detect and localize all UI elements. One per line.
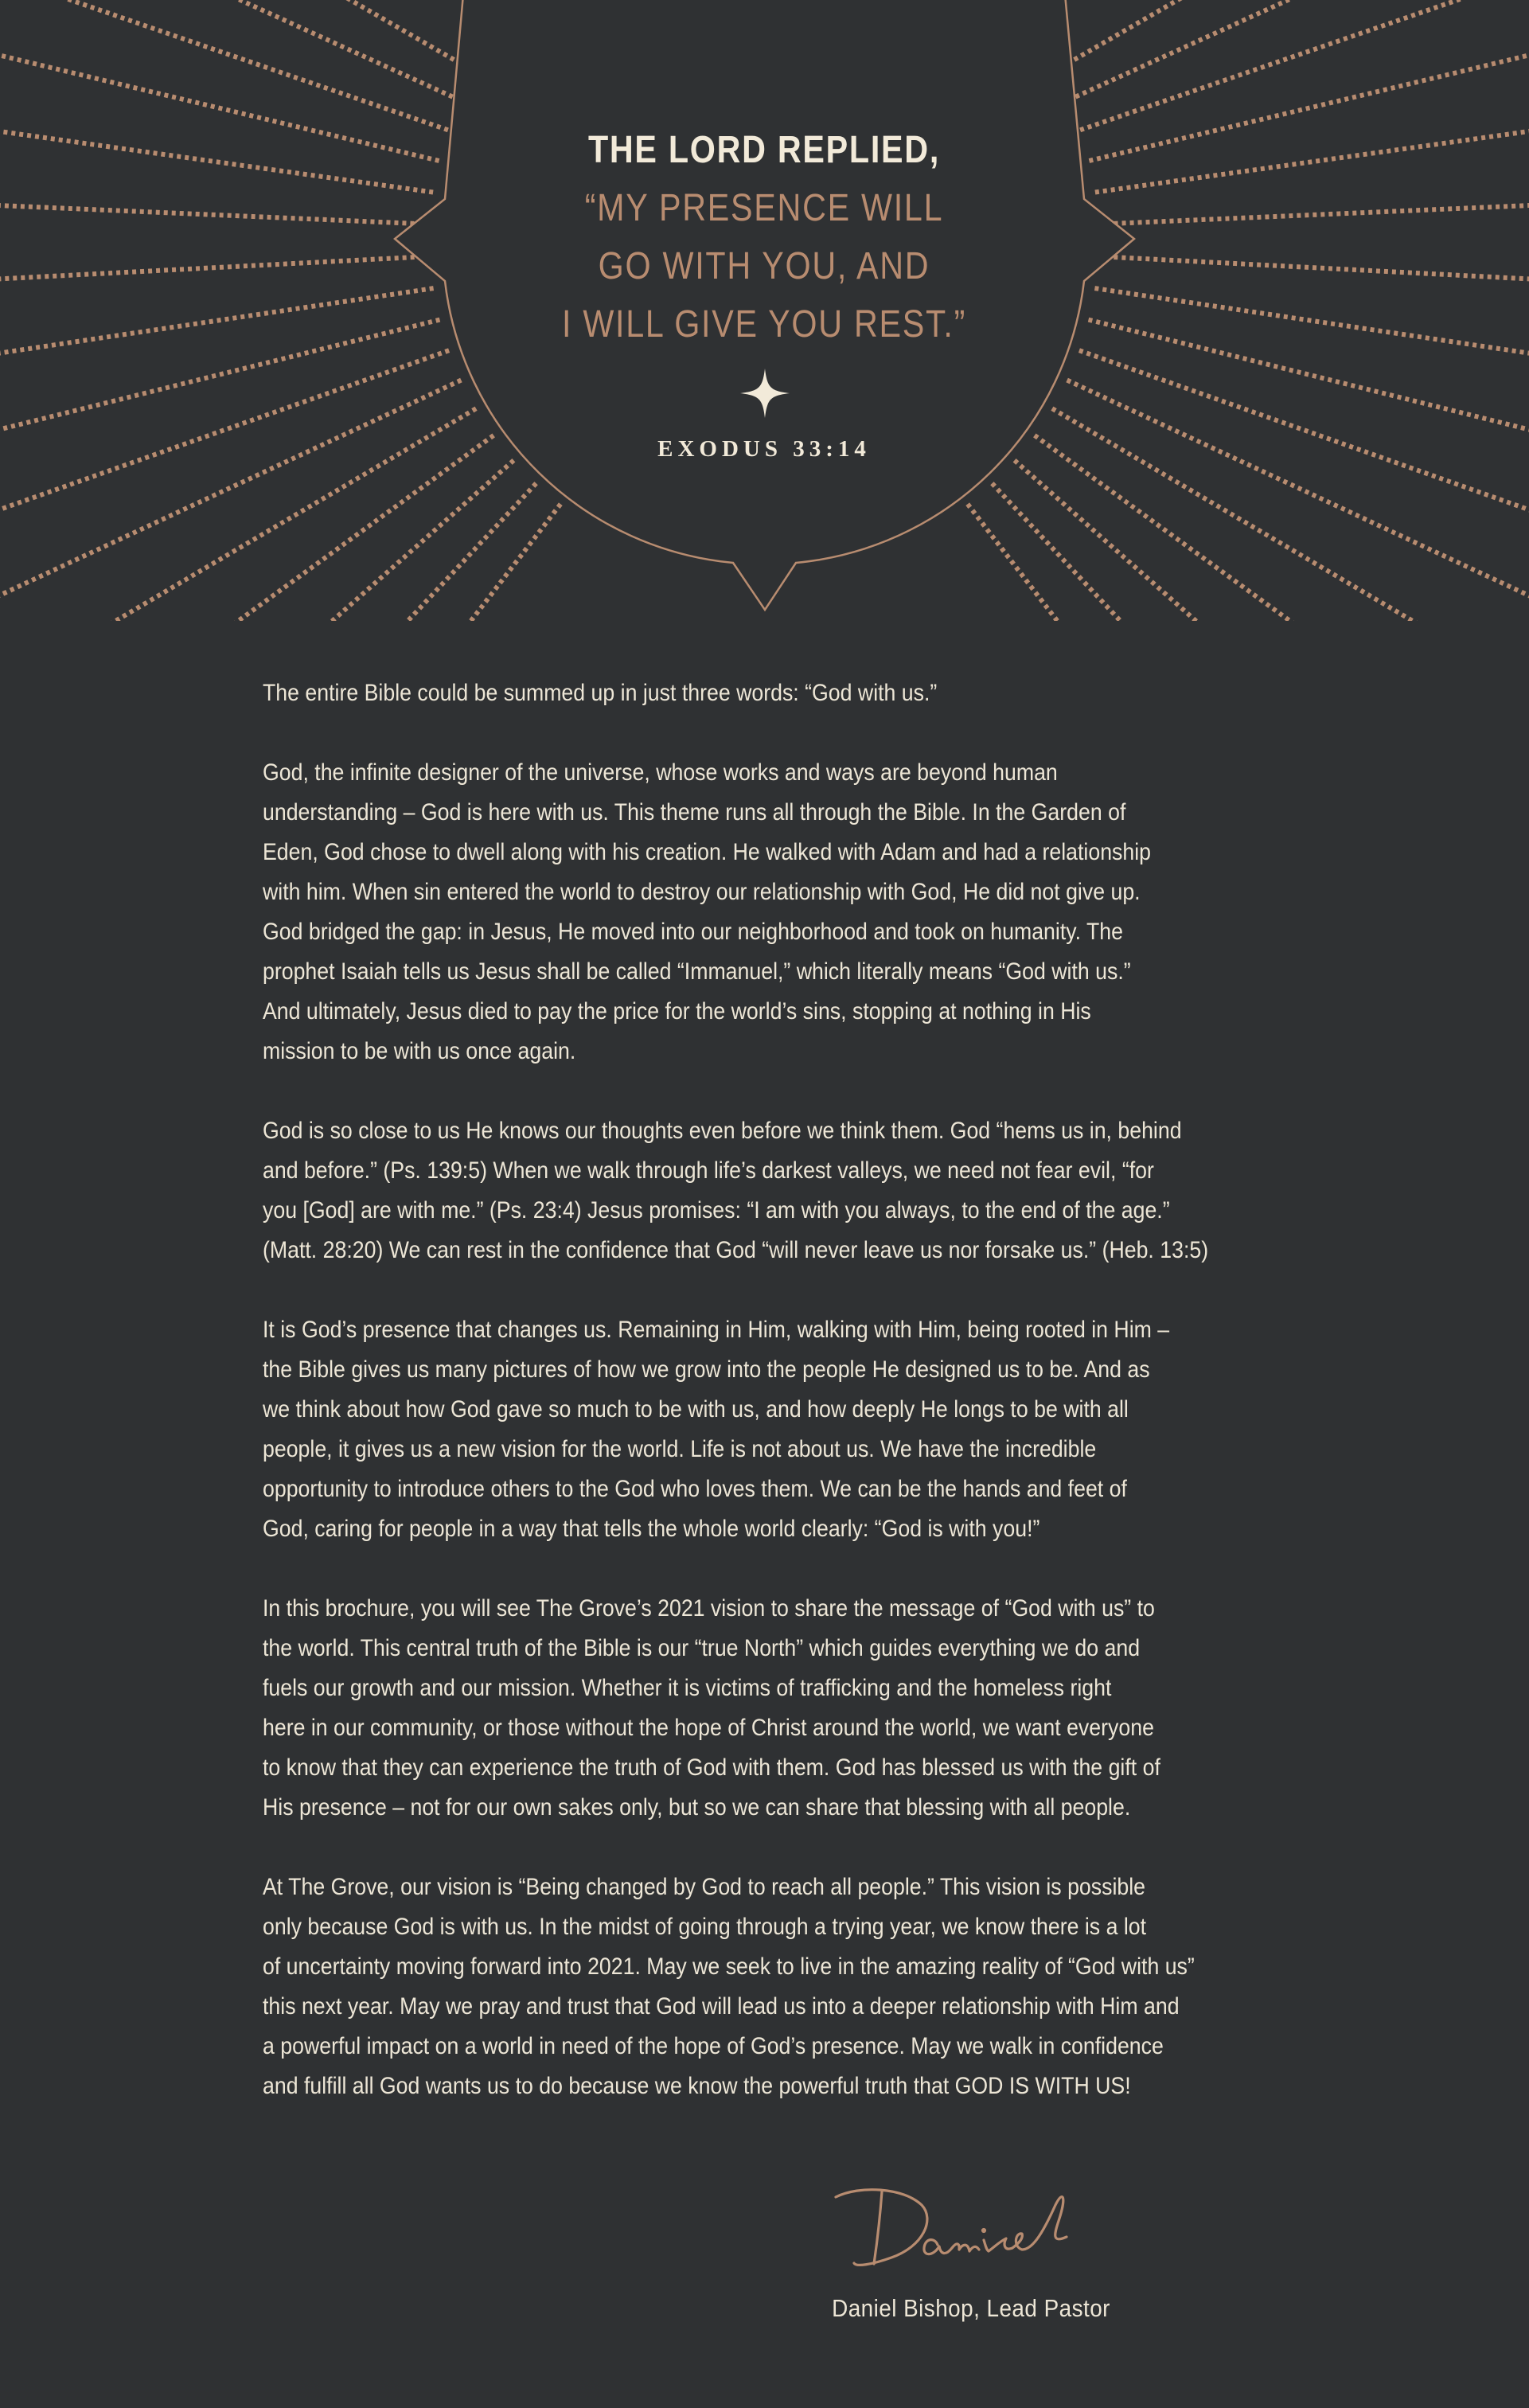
letter-line: understanding – God is here with us. This theme runs all through the Bible. In the Garden of <box>263 799 1126 825</box>
sunburst-ray <box>0 408 476 621</box>
letter-line: with him. When sin entered the world to destroy our relationship with God, He did not give up. <box>263 879 1141 905</box>
letter-line: prophet Isaiah tells us Jesus shall be called “Immanuel,” which literally means “God with us.” <box>263 958 1131 985</box>
letter-line: His presence – not for our own sakes only, but so we can share that blessing with all people. <box>263 1794 1131 1821</box>
signer-name: Daniel Bishop, Lead Pastor <box>832 2294 1110 2322</box>
letter-line: people, it gives us a new vision for the world. Life is not about us. We have the incredible <box>263 1436 1097 1462</box>
sunburst-ray <box>0 256 431 302</box>
sunburst-ray <box>1068 0 1529 100</box>
sunburst-ray <box>0 0 460 100</box>
signature-image <box>828 2181 1098 2285</box>
sunburst-ray <box>1095 71 1529 193</box>
sunburst-ray <box>28 504 561 621</box>
sunburst-ray <box>0 0 439 161</box>
sunburst-ray <box>0 320 440 532</box>
verse-line: I WILL GIVE YOU REST.” <box>561 303 967 345</box>
letter-line: the Bible gives us many pictures of how we grow into the people He designed us to be. And as <box>263 1356 1150 1383</box>
scripture-reference: EXODUS 33:14 <box>657 436 871 462</box>
sunburst-ray <box>0 288 434 418</box>
letter-line: In this brochure, you will see The Grove’s 2021 vision to share the message of “God with us” to <box>263 1595 1155 1622</box>
letter-line: of uncertainty moving forward into 2021. May we seek to live in the amazing reality of “God with us” <box>263 1953 1195 1980</box>
verse-line: GO WITH YOU, AND <box>598 245 930 287</box>
letter-paragraph <box>263 1867 1199 2106</box>
letter-paragraph <box>263 673 1199 713</box>
sunburst-ray <box>968 504 1501 621</box>
sunburst-ray <box>0 186 430 224</box>
letter-line: only because God is with us. In the midst of going through a trying year, we know there is a lot <box>263 1914 1147 1940</box>
sunburst-ray <box>0 71 433 193</box>
letter-line: God, caring for people in a way that tells the whole world clearly: “God is with you!” <box>263 1516 1040 1542</box>
sunburst-ray <box>0 381 461 622</box>
letter-line: a powerful impact on a world in need of the hope of God’s presence. May we walk in confidence <box>263 2033 1164 2059</box>
letter-line: we think about how God gave so much to be with us, and how deeply He longs to be with all <box>263 1396 1129 1423</box>
letter-line: the world. This central truth of the Bible is our “true North” which guides everything we do and <box>263 1635 1141 1661</box>
letter-line: God bridged the gap: in Jesus, He moved into our neighborhood and took on humanity. The <box>263 919 1123 945</box>
letter-line: here in our community, or those without the hope of Christ around the world, we want everyone <box>263 1715 1154 1741</box>
sunburst-ray <box>1054 0 1529 72</box>
letter-line: Eden, God chose to dwell along with his creation. He walked with Adam and had a relationship <box>263 839 1152 865</box>
letter-line: fuels our growth and our mission. Whether it is victims of trafficking and the homeless right <box>263 1675 1112 1701</box>
letter-paragraph <box>263 1111 1209 1270</box>
sunburst-ray <box>1089 320 1529 532</box>
letter-line: And ultimately, Jesus died to pay the price for the world’s sins, stopping at nothing in His <box>263 998 1091 1024</box>
verse-intro: THE LORD REPLIED, <box>587 129 941 171</box>
verse-line: “MY PRESENCE WILL <box>584 187 944 229</box>
letter-line: to know that they can experience the truth of God with them. God has blessed us with the gift of <box>263 1754 1160 1781</box>
sunburst-ray <box>0 0 474 72</box>
letter-paragraph <box>263 1589 1199 1828</box>
letter-line: (Matt. 28:20) We can rest in the confidence that God “will never leave us nor forsake us.” (Heb. 13:5) <box>263 1237 1209 1263</box>
letter-line: opportunity to introduce others to the God who loves them. We can be the hands and feet of <box>263 1476 1127 1502</box>
sunburst-ray <box>1067 381 1529 622</box>
letter-line: God, the infinite designer of the universe, whose works and ways are beyond human <box>263 759 1058 786</box>
letter-line: this next year. May we pray and trust that God will lead us into a deeper relationship with Him and <box>263 1993 1180 2020</box>
letter-paragraph <box>263 753 1199 1071</box>
letter-paragraph <box>263 1310 1199 1549</box>
letter-line: mission to be with us once again. <box>263 1038 576 1064</box>
letter-line: At The Grove, our vision is “Being changed by God to reach all people.” This vision is possible <box>263 1874 1146 1900</box>
letter-line: you [God] are with me.” (Ps. 23:4) Jesus promises: “I am with you always, to the end of the age.” <box>263 1197 1170 1224</box>
letter-line: God is so close to us He knows our thoughts even before we think them. God “hems us in, behind <box>263 1118 1182 1144</box>
letter-line: and before.” (Ps. 139:5) When we walk through life’s darkest valleys, we need not fear evil, “for <box>263 1157 1154 1184</box>
letter-line: and fulfill all God wants us to do because we know the powerful truth that GOD IS WITH US! <box>263 2073 1131 2099</box>
four-point-star-icon <box>740 369 790 418</box>
sunburst-ray <box>1098 256 1529 302</box>
letter-line: The entire Bible could be summed up in just three words: “God with us.” <box>263 680 938 706</box>
sunburst-ray <box>0 460 513 621</box>
pastor-letter <box>263 673 1209 2146</box>
sunburst-ray <box>1052 408 1529 621</box>
sunburst-ray <box>1035 435 1529 621</box>
sunburst-ray <box>1094 288 1529 418</box>
sunburst-ray <box>1089 0 1529 161</box>
sunburst-ray <box>1098 186 1529 224</box>
sunburst-ray <box>0 435 493 621</box>
letter-line: It is God’s presence that changes us. Remaining in Him, walking with Him, being rooted in Him – <box>263 1317 1170 1343</box>
